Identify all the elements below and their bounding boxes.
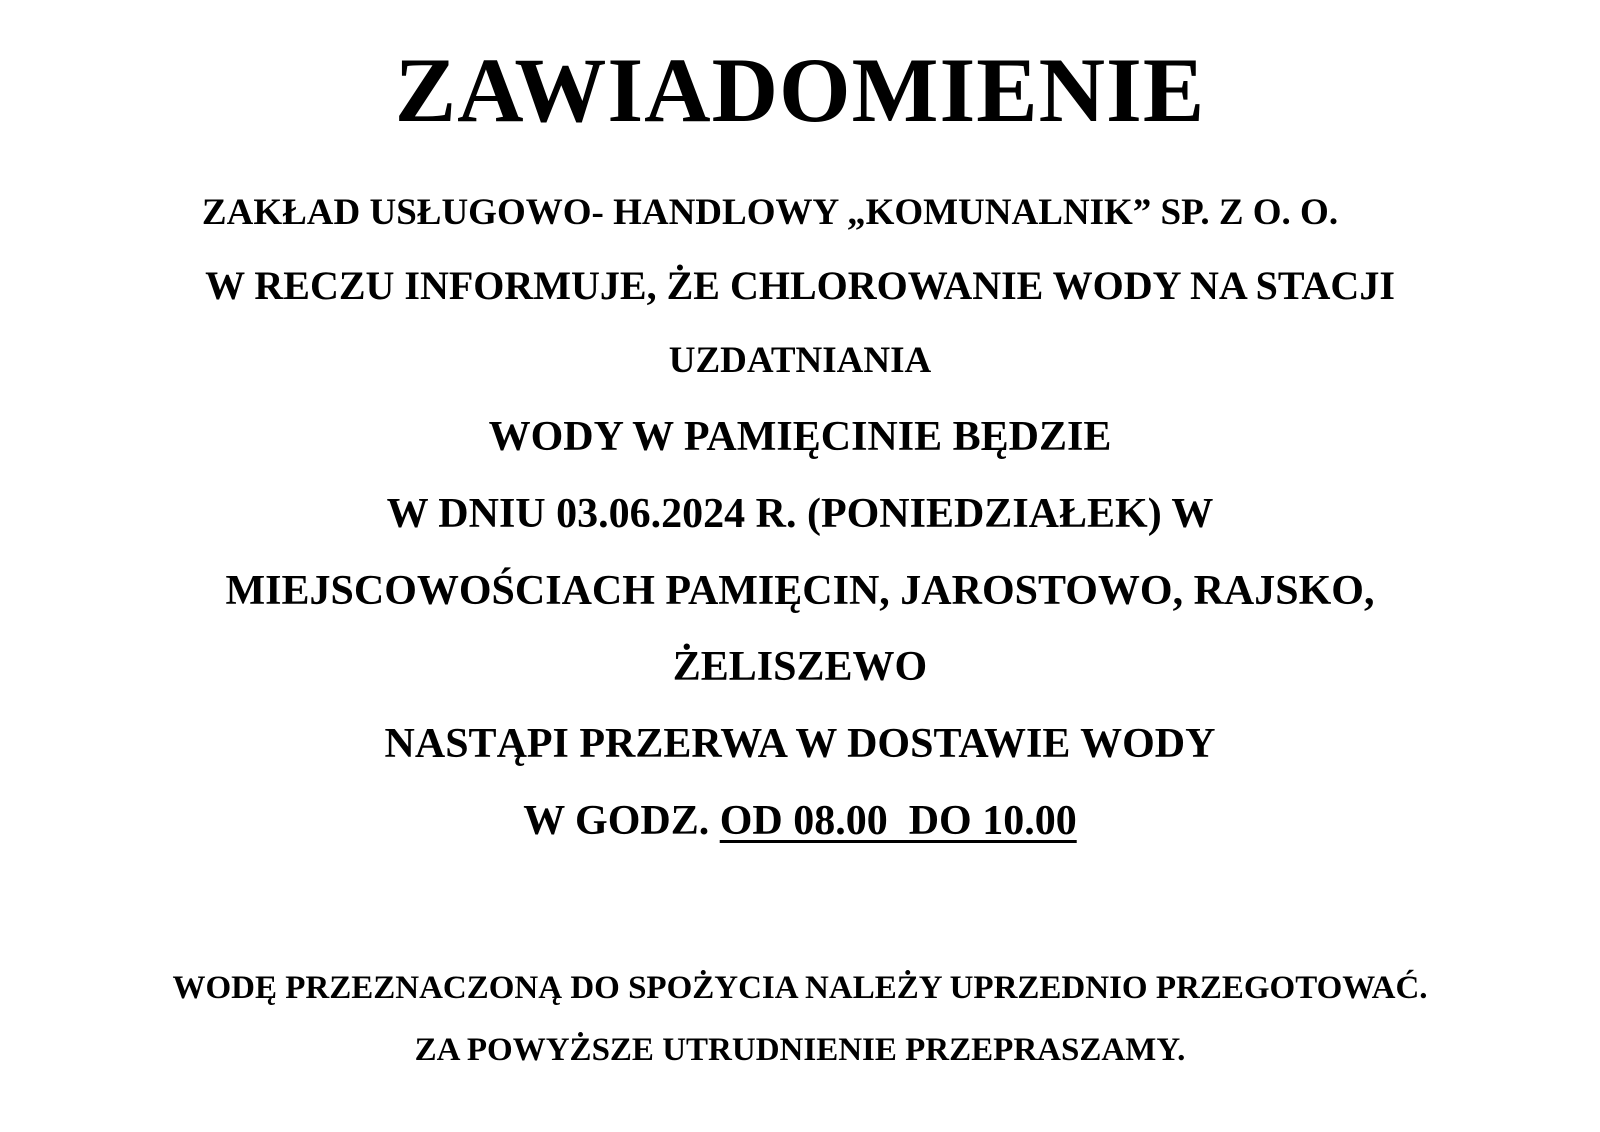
company-name: ZAKŁAD USŁUGOWO- HANDLOWY „KOMUNALNIK” SP. Z O. O. — [201, 192, 1339, 233]
hours-prefix: W GODZ. — [523, 798, 710, 844]
notice-line-1: W RECZU INFORMUJE, ŻE CHLOROWANIE WODY NA STACJI — [205, 263, 1395, 308]
notice-hours-line — [0, 800, 1600, 842]
notice-interruption-line: NASTĄPI PRZERWA W DOSTAWIE WODY — [384, 721, 1216, 767]
hours-value: OD 08.00 DO 10.00 — [719, 798, 1077, 844]
notice-line-3: WODY W PAMIĘCINIE BĘDZIE — [488, 414, 1112, 460]
footer-apology: ZA POWYŻSZE UTRUDNIENIE PRZEPRASZAMY. — [414, 1032, 1186, 1068]
footer-boil-warning: WODĘ PRZEZNACZONĄ DO SPOŻYCIA NALEŻY UPRZEDNIO PRZEGOTOWAĆ. — [172, 970, 1428, 1006]
notice-date-line: W DNIU 03.06.2024 R. (PONIEDZIAŁEK) W — [386, 491, 1214, 537]
notice-localities-line: MIEJSCOWOŚCIACH PAMIĘCIN, JAROSTOWO, RAJSKO, — [225, 568, 1375, 614]
notice-title: ZAWIADOMIENIE — [394, 39, 1206, 141]
notice-localities-line-2: ŻELISZEWO — [672, 644, 928, 690]
notice-line-2: UZDATNIANIA — [668, 340, 932, 381]
